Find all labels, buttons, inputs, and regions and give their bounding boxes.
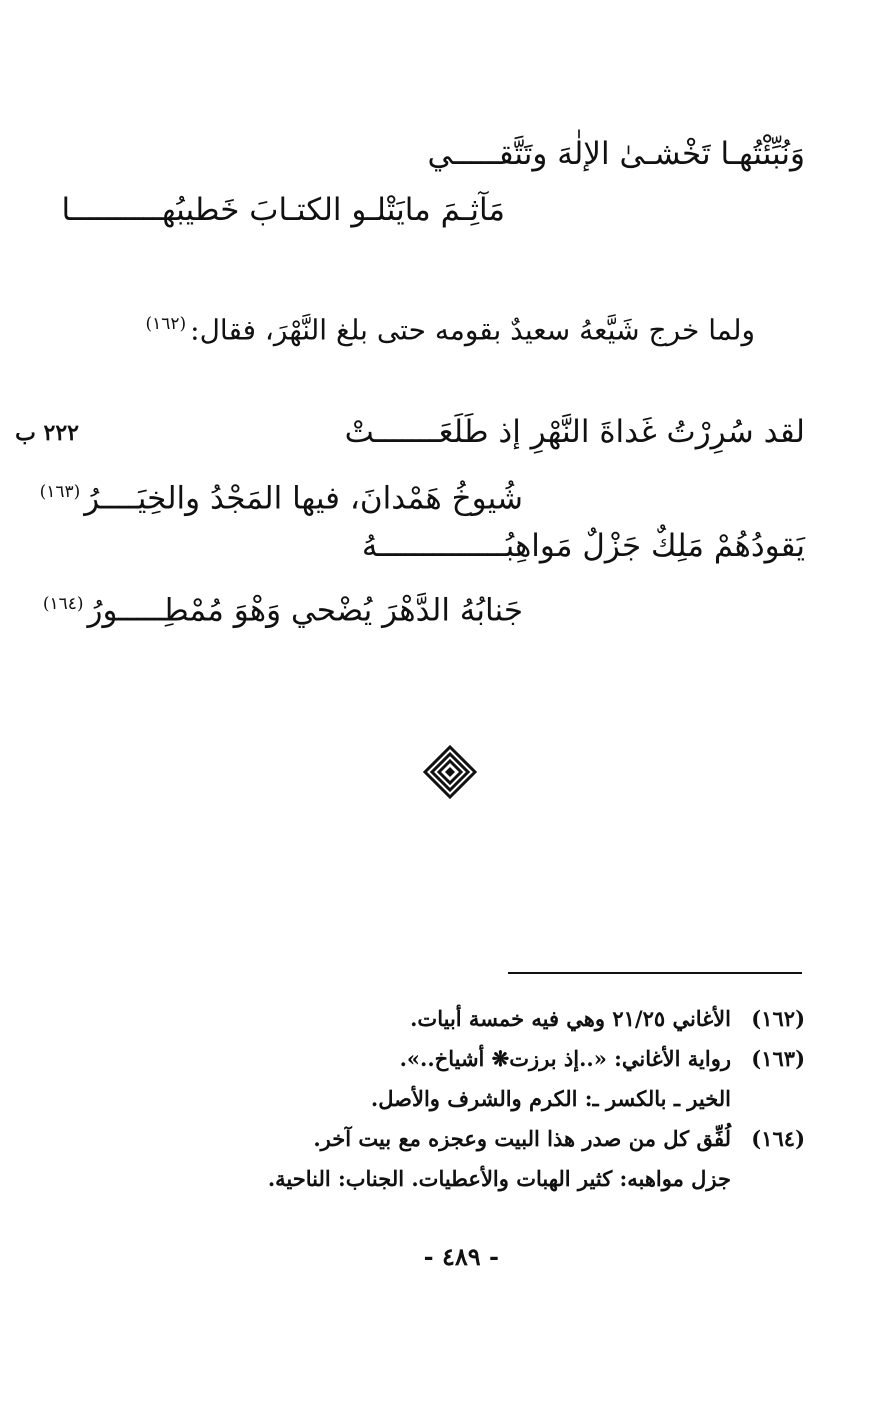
footnote-ref-163: (١٦٣) [39,482,81,502]
intro-text: ولما خرج شَيَّعهُ سعيدٌ بقومه حتى بلغ النَّهْرَ، فقال: [190,313,755,347]
poem2-line3: يَقودُهُمْ مَلِكٌ جَزْلٌ مَواهِبُــــــــــــــهُ [361,528,805,564]
footnote-164-cont [268,1164,731,1194]
margin-note: ٢٢٢ ب [15,420,79,446]
footnote-163-cont [371,1084,731,1114]
diamond-ornament-icon [423,745,477,799]
footnote-text: الخير ـ بالكسر ـ: الكرم والشرف والأصل. [370,1086,731,1111]
footnote-text: جزل مواهبه: كثير الهبات والأعطيات. الجناب: الناحية. [267,1166,731,1191]
footnote-number: (١٦٣) [751,1046,805,1071]
footnote-divider [508,972,802,974]
poem1-line1: وَنُبِّئْتُهـا تَخْشـىٰ الإلٰهَ وتَتَّقـــــي [427,136,805,172]
poem2-line4-text: جَنابُهُ الدَّهْرَ يُضْحي وَهْوَ مُمْطِـــــورُ [87,592,523,629]
poem2-line2-text: شُيوخُ هَمْدانَ، فيها المَجْدُ والخِيَــــرُ [84,480,523,517]
footnote-164 [313,1124,805,1154]
footnote-text: رواية الأغاني: «..إذ برزت❋ أشياخ..». [399,1046,731,1071]
poem2-line1: لقد سُرِرْتُ غَداةَ النَّهْرِ إذ طَلَعَـــــــتْ [344,414,805,450]
poem2-line2 [40,472,523,518]
poem1-line2: مَآثِـمَ مايَتْلـو الكتـابَ خَطيبُهــــــــــا [61,192,505,228]
footnote-162 [410,1004,805,1034]
footnote-number: (١٦٢) [751,1006,805,1031]
footnote-number: (١٦٤) [751,1126,805,1151]
footnote-text: الأغاني ٢١/٢٥ وهي فيه خمسة أبيات. [410,1006,731,1031]
poem2-line4 [43,584,523,630]
footnote-163 [400,1044,805,1074]
page-number: - ٤٨٩ - [423,1242,499,1271]
footnote-ref-164: (١٦٤) [42,594,84,614]
intro-paragraph [145,304,755,350]
footnote-ref-162: (١٦٢) [145,314,187,334]
footnote-text: لُفِّق كل من صدر هذا البيت وعجزه مع بيت آخر. [313,1126,731,1151]
